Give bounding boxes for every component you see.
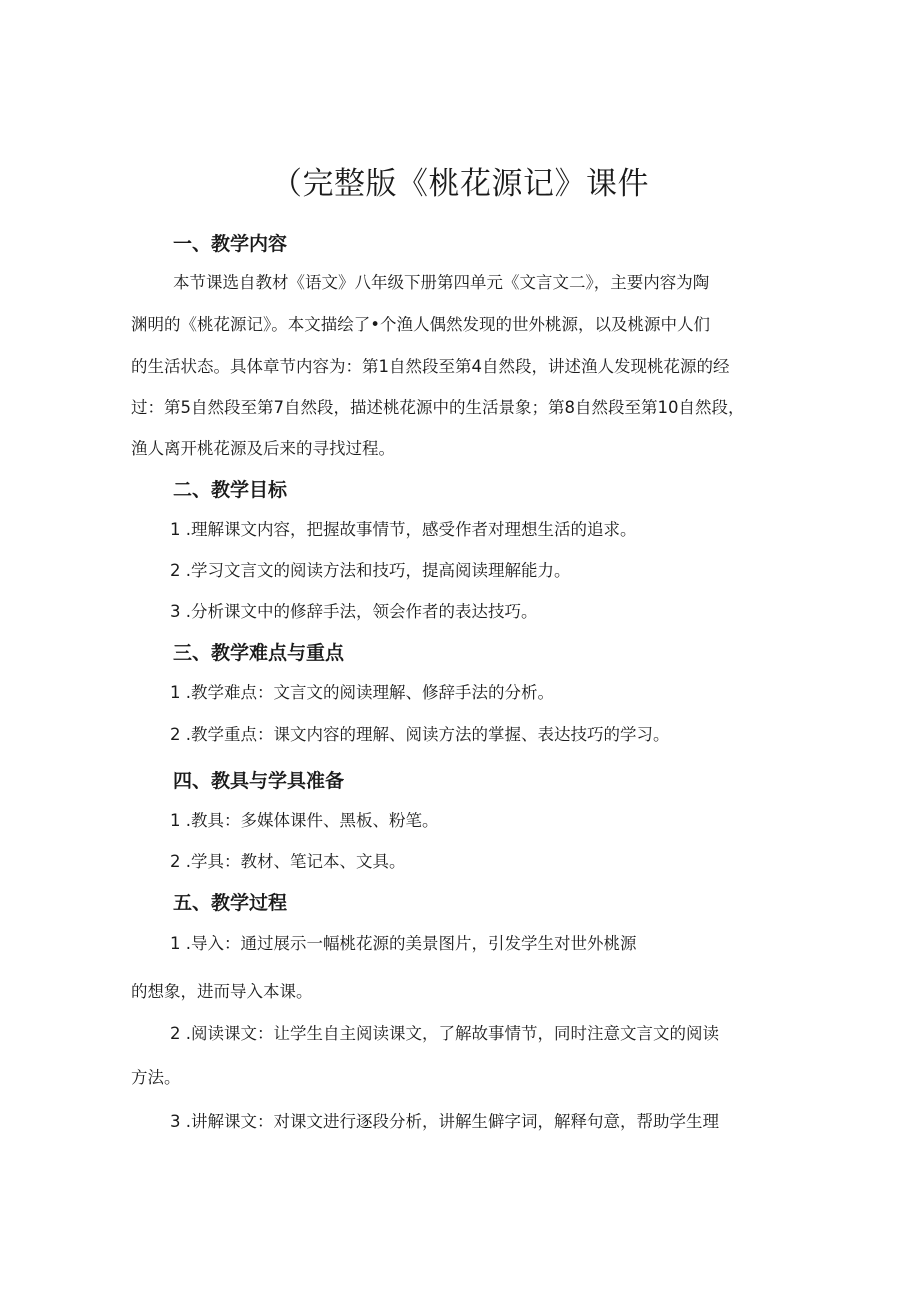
list-item: 2 .学具：教材、笔记本、文具。 [170,852,406,871]
paragraph-line: 渊明的《桃花源记》。本文描绘了•个渔人偶然发现的世外桃源，以及桃源中人们 [131,315,710,334]
paragraph-line: 的生活状态。具体章节内容为：第1自然段至第4自然段，讲述渔人发现桃花源的经 [131,357,730,376]
list-item: 1 .教学难点：文言文的阅读理解、修辞手法的分析。 [170,683,554,702]
section-heading-teaching-process: 五、教学过程 [173,892,288,914]
paragraph-line: 本节课选自教材《语文》八年级下册第四单元《文言文二》，主要内容为陶 [173,273,710,292]
document-title: （完整版《桃花源记》课件 [271,166,649,202]
paragraph-line: 过：第5自然段至第7自然段，描述桃花源中的生活景象；第8自然段至第10自然段， [131,398,745,417]
list-item: 1 .教具：多媒体课件、黑板、粉笔。 [170,811,439,830]
list-item: 3 .分析课文中的修辞手法，领会作者的表达技巧。 [170,602,538,621]
section-heading-teaching-content: 一、教学内容 [173,233,288,255]
list-item: 3 .讲解课文：对课文进行逐段分析，讲解生僻字词，解释句意，帮助学生理 [170,1112,719,1131]
list-item: 1 .理解课文内容，把握故事情节，感受作者对理想生活的追求。 [170,520,637,539]
list-item: 2 .阅读课文：让学生自主阅读课文，了解故事情节，同时注意文言文的阅读 [170,1024,719,1043]
list-item: 2 .学习文言文的阅读方法和技巧，提高阅读理解能力。 [170,561,571,580]
paragraph-line: 渔人离开桃花源及后来的寻找过程。 [131,439,395,458]
list-item-continuation: 方法。 [131,1068,181,1087]
section-heading-teaching-goals: 二、教学目标 [173,479,288,501]
list-item-continuation: 的想象，进而导入本课。 [131,982,313,1001]
section-heading-materials: 四、教具与学具准备 [173,770,345,792]
list-item: 2 .教学重点：课文内容的理解、阅读方法的掌握、表达技巧的学习。 [170,725,670,744]
section-heading-difficulties-focus: 三、教学难点与重点 [173,642,345,664]
list-item: 1 .导入：通过展示一幅桃花源的美景图片，引发学生对世外桃源 [170,934,637,953]
